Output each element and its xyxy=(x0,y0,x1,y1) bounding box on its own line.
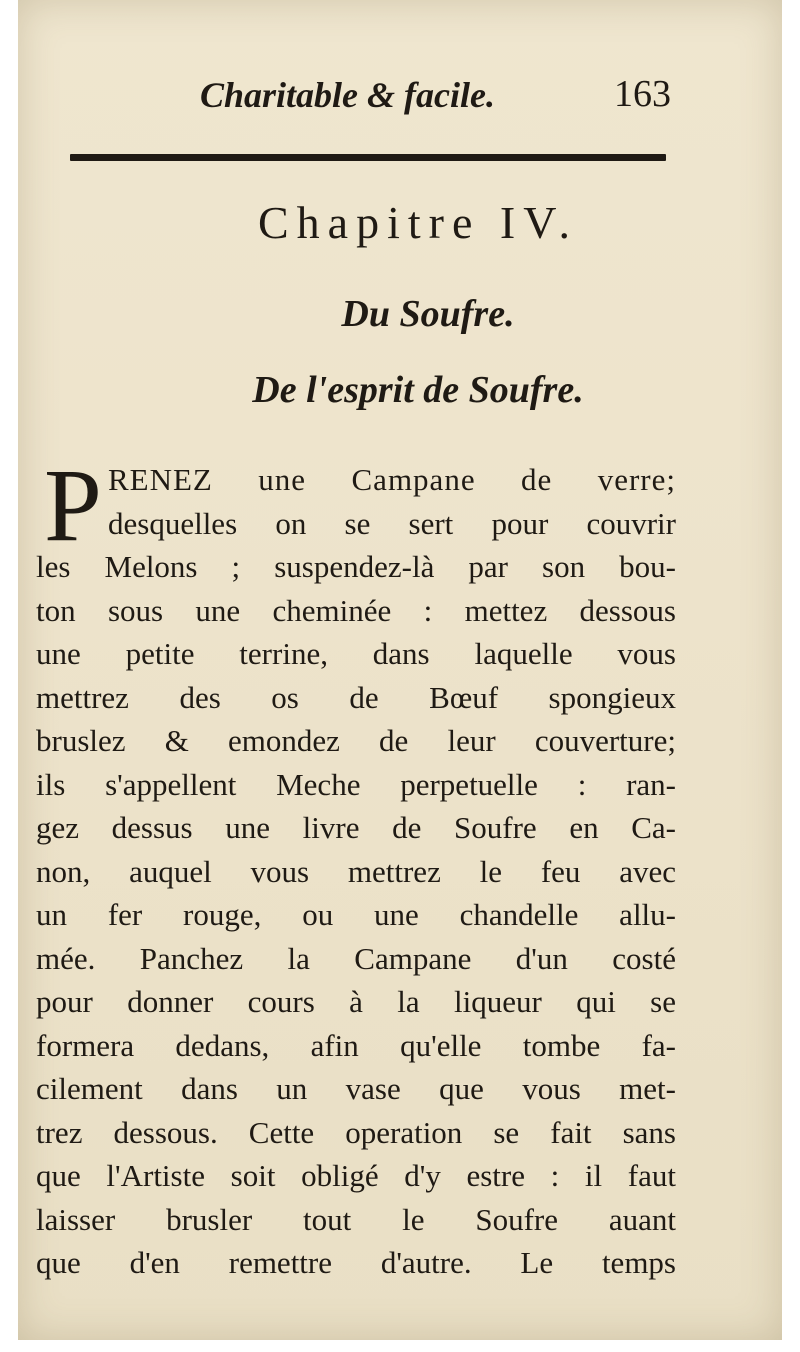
text-line: mettrez des os de Bœuf spongieux xyxy=(36,679,676,715)
text-line: formera dedans, afin qu'elle tombe fa- xyxy=(36,1027,676,1063)
running-title: Charitable & facile. xyxy=(200,75,495,115)
text-line: que d'en remettre d'autre. Le temps xyxy=(36,1245,676,1280)
drop-cap: P xyxy=(44,448,102,563)
text-line: gez dessus une livre de Soufre en Ca- xyxy=(36,810,676,845)
page-number: 163 xyxy=(614,73,671,115)
text-line: trez dessous. Cette operation se fait sans xyxy=(36,1114,676,1150)
page-header xyxy=(18,66,782,126)
text-line: non, auquel vous mettrez le feu avec xyxy=(36,853,676,889)
body-paragraph xyxy=(36,458,676,1285)
text-line: ils s'appellent Meche perpetuelle : ran- xyxy=(36,766,676,802)
text-line: les Melons ; suspendez-là par son bou- xyxy=(36,549,676,584)
book-page xyxy=(18,0,782,1340)
text-line: laisser brusler tout le Soufre auant xyxy=(36,1201,676,1237)
chapter-title: Chapitre IV. xyxy=(257,197,578,248)
section-title: Du Soufre. xyxy=(341,293,515,335)
text-line: bruslez & emondez de leur couverture; xyxy=(36,723,676,758)
text-line: cilement dans un vase que vous met- xyxy=(36,1071,676,1106)
header-rule xyxy=(70,154,666,161)
text-line: une petite terrine, dans laquelle vous xyxy=(36,636,676,671)
subsection-title: De l'esprit de Soufre. xyxy=(252,369,584,411)
text-line: pour donner cours à la liqueur qui se xyxy=(36,984,676,1019)
text-line: desquelles on se sert pour couvrir xyxy=(108,505,676,541)
text-line: ton sous une cheminée : mettez dessous xyxy=(36,592,676,628)
text-line: un fer rouge, ou une chandelle allu- xyxy=(36,897,676,932)
text-line: RENEZ une Campane de verre; xyxy=(108,462,676,497)
text-line: mée. Panchez la Campane d'un costé xyxy=(36,940,676,976)
text-line: que l'Artiste soit obligé d'y estre : il faut xyxy=(36,1158,676,1193)
